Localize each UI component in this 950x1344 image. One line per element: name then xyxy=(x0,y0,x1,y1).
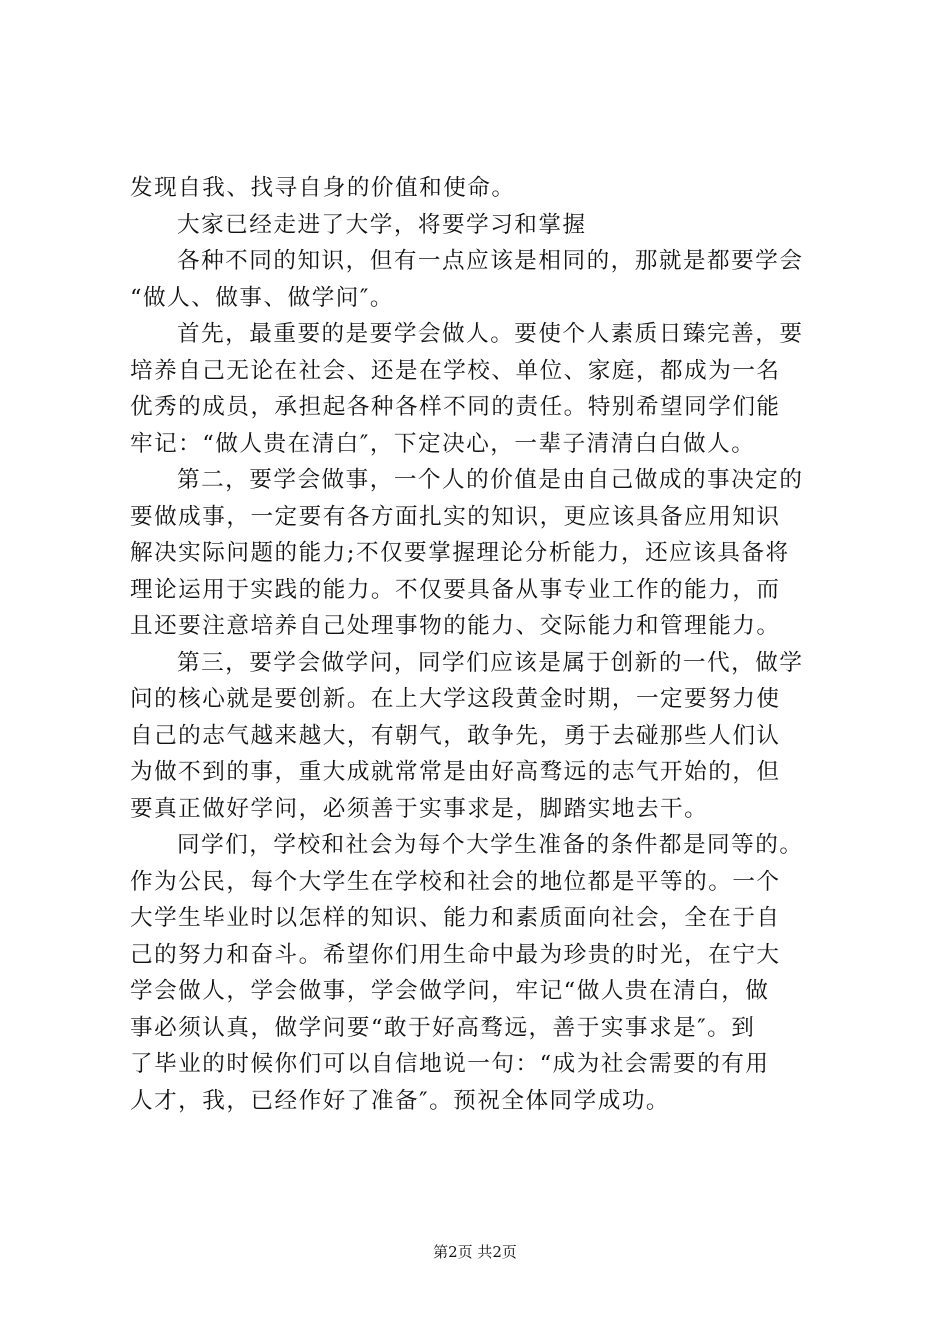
text-line: 各种不同的知识，但有一点应该是相同的，那就是都要学会 xyxy=(177,248,804,274)
text-line: 培养自己无论在社会、还是在学校、单位、家庭，都成为一名 xyxy=(130,357,781,384)
text-line: 了毕业的时候你们可以自信地说一句：“成为社会需要的有用 xyxy=(130,1051,770,1077)
text-line: 为做不到的事，重大成就常常是由好高骛远的志气开始的，但 xyxy=(130,759,781,785)
text-line: 发现自我、找寻自身的价值和使命。 xyxy=(130,175,516,201)
text-line: “做人、做事、做学问″。 xyxy=(130,284,394,311)
body-text xyxy=(130,170,835,1119)
text-line: 要做成事，一定要有各方面扎实的知识，更应该具备应用知识 xyxy=(130,503,781,530)
text-line: 首先，最重要的是要学会做人。要使个人素质日臻完善，要 xyxy=(177,321,804,347)
text-line: 解决实际问题的能力;不仅要掌握理论分析能力，还应该具备将 xyxy=(130,540,790,566)
text-line: 同学们，学校和社会为每个大学生准备的条件都是同等的。 xyxy=(177,832,804,858)
page-footer xyxy=(0,1242,950,1262)
text-line: 己的努力和奋斗。希望你们用生命中最为珍贵的时光，在宁大 xyxy=(130,941,781,968)
text-line: 牢记：“做人贵在清白″，下定决心，一辈子清清白白做人。 xyxy=(130,430,756,457)
text-line: 人才，我，已经作好了准备″。预祝全体同学成功。 xyxy=(130,1087,671,1114)
text-line: 第三，要学会做学问，同学们应该是属于创新的一代，做学 xyxy=(177,649,804,676)
text-line: 大家已经走进了大学，将要学习和掌握 xyxy=(177,211,587,238)
text-line: 事必须认真，做学问要“敢于好高骛远，善于实事求是″。到 xyxy=(130,1014,756,1041)
text-line: 且还要注意培养自己处理事物的能力、交际能力和管理能力。 xyxy=(130,613,781,639)
text-line: 理论运用于实践的能力。不仅要具备从事专业工作的能力，而 xyxy=(130,576,781,603)
text-line: 大学生毕业时以怎样的知识、能力和素质面向社会，全在于自 xyxy=(130,905,781,931)
text-line: 第二，要学会做事，一个人的价值是由自己做成的事决定的 xyxy=(177,467,804,493)
text-line: 自己的志气越来越大，有朝气，敢争先，勇于去碰那些人们认 xyxy=(130,722,781,749)
page-number-label: 第2页 共2页 xyxy=(433,1243,517,1261)
text-line: 要真正做好学问，必须善于实事求是，脚踏实地去干。 xyxy=(130,795,709,822)
text-line: 问的核心就是要创新。在上大学这段黄金时期，一定要努力使 xyxy=(130,686,781,712)
text-line: 作为公民，每个大学生在学校和社会的地位都是平等的。一个 xyxy=(130,868,781,895)
text-line: 优秀的成员，承担起各种各样不同的责任。特别希望同学们能 xyxy=(130,394,781,420)
text-line: 学会做人，学会做事，学会做学问，牢记“做人贵在清白，做 xyxy=(130,978,770,1004)
